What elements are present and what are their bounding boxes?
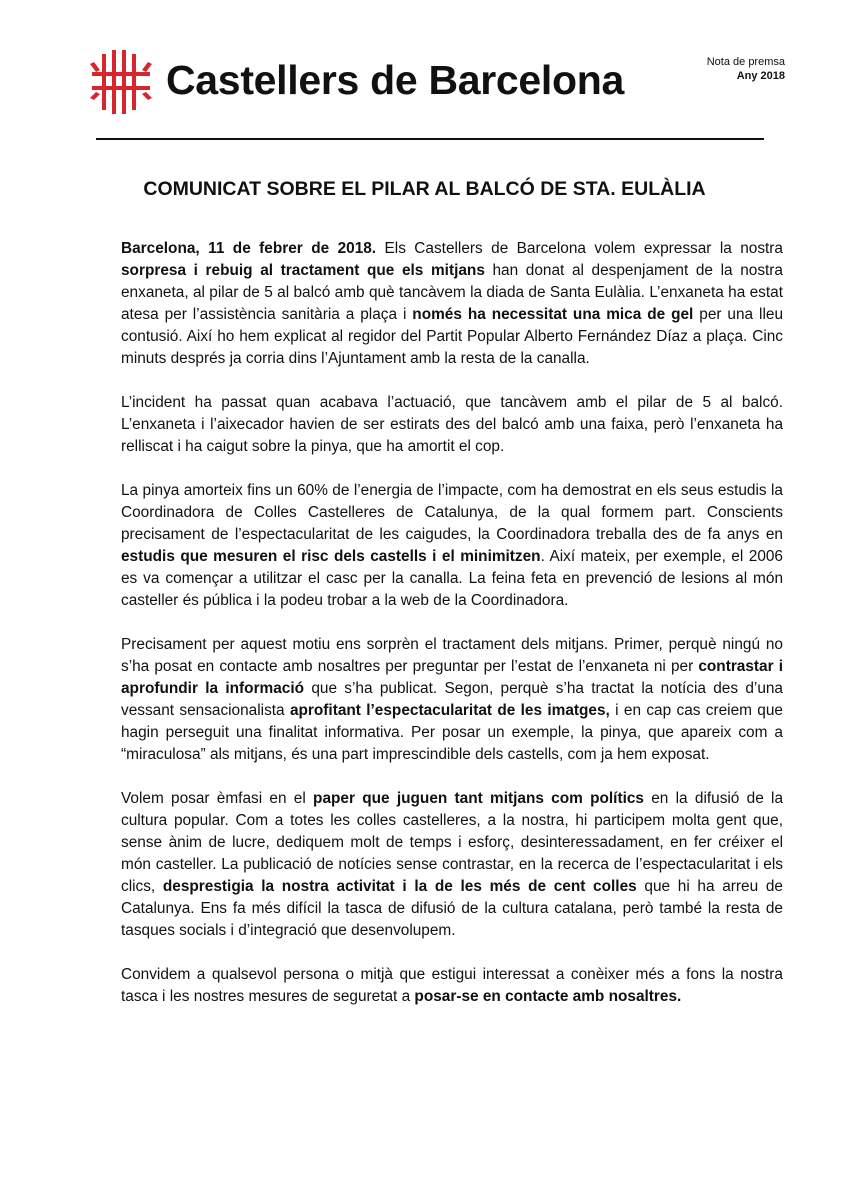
bold-text: aprofitant l’espectacularitat de les imatges, <box>289 702 610 719</box>
header-divider <box>96 138 764 140</box>
bold-text: sorpresa i rebuig al tractament que els mitjans <box>121 262 485 279</box>
paragraph-text: Convidem a qualsevol persona o mitjà que estigui interessat a conèixer més a fons la nostra tasca i les nostres mesures de seguretat a <box>121 966 783 1005</box>
paragraph-text: Volem posar èmfasi en el <box>121 790 314 807</box>
paragraph-text: L’incident ha passat quan acabava l’actuació, que tancàvem amb el pilar de 5 al balcó. L’enxaneta i l’aixecador havien de ser estirats des del balcó amb una faixa, però l’enxaneta ha relliscat i ha caigut sobre la pinya, que ha amortit el cop. <box>121 394 783 455</box>
bold-text: desprestigia la nostra activitat i la de les més de cent colles <box>162 878 637 895</box>
organization-name: Castellers de Barcelona <box>166 57 624 103</box>
paragraph-text: que s’ha publicat. Segon, perquè s’ha tractat la notícia des d’una vessant sensacionalista <box>121 680 783 719</box>
bold-text: paper que juguen tant mitjans com polítics <box>313 790 644 807</box>
body-paragraph <box>121 392 783 458</box>
note-type: Nota de premsa <box>706 56 785 68</box>
paragraph-text: Els Castellers de Barcelona volem expressar la nostra <box>376 240 783 257</box>
document-body <box>121 238 783 1030</box>
paragraph-text: per una lleu contusió. Així ho hem explicat al regidor del Partit Popular Alberto Fernández Díaz a plaça. Cinc minuts després ja corria dins l’Ajuntament amb la resta de la canalla. <box>121 306 783 367</box>
bold-text: estudis que mesuren el risc dels castells i el minimitzen <box>121 548 541 565</box>
bold-text: contrastar i aprofundir la informació <box>121 658 783 697</box>
castellers-logo-icon <box>88 50 154 114</box>
body-paragraph <box>121 964 783 1008</box>
body-paragraph <box>121 788 783 942</box>
paragraph-text: han donat al despenjament de la nostra enxaneta, al pilar de 5 al balcó amb què tancàvem la diada de Santa Eulàlia. L’enxaneta ha estat atesa per l’assistència sanitària a plaça i <box>121 262 783 323</box>
body-paragraph <box>121 634 783 766</box>
document-title: COMUNICAT SOBRE EL PILAR AL BALCÓ DE STA. EULÀLIA <box>143 178 706 200</box>
paragraph-text: La pinya amorteix fins un 60% de l’energia de l’impacte, com ha demostrat en els seus estudis la Coordinadora de Colles Castelleres de Catalunya, de la qual formem part. Conscients precisament de l’espectacularitat de les caigudes, la Coordinadora treballa des de fa anys en <box>121 482 783 543</box>
paragraph-text: . Així mateix, per exemple, el 2006 es va començar a utilitzar el casc per la canalla. La feina feta en prevenció de lesions al món casteller és pública i la podeu trobar a la web de la Coordinadora. <box>121 548 783 609</box>
paragraph-text: en la difusió de la cultura popular. Com a totes les colles castelleres, a la nostra, hi participem molta gent que, sense ànim de lucre, dediquem molt de temps i esforç, desinteressadament, en fer créixer el món casteller. La publicació de notícies sense contrastar, en la recerca de l’espectacularitat i els clics, <box>121 790 784 895</box>
body-paragraph <box>121 238 783 370</box>
bold-text: Barcelona, 11 de febrer de 2018. <box>121 240 377 257</box>
paragraph-text: Precisament per aquest motiu ens sorprèn el tractament dels mitjans. Primer, perquè ningú no s’ha posat en contacte amb nosaltres per preguntar per l’estat de l’enxaneta ni per <box>121 636 783 675</box>
press-note-label <box>707 55 785 83</box>
paragraph-text: i en cap cas creiem que hagin perseguit una finalitat informativa. Per posar un exemple, la pinya, que apareix com a “miraculosa” als mitjans, és una part imprescindible dels castells, com ja hem exposat. <box>121 702 783 763</box>
bold-text: posar-se en contacte amb nosaltres. <box>414 988 682 1005</box>
bold-text: només ha necessitat una mica de gel <box>412 306 694 323</box>
note-year: Any 2018 <box>736 70 785 82</box>
body-paragraph <box>121 480 783 612</box>
paragraph-text: que hi ha arreu de Catalunya. Ens fa més difícil la tasca de difusió de la cultura catalana, però també la resta de tasques socials i d’integració que desenvolupem. <box>121 878 783 939</box>
